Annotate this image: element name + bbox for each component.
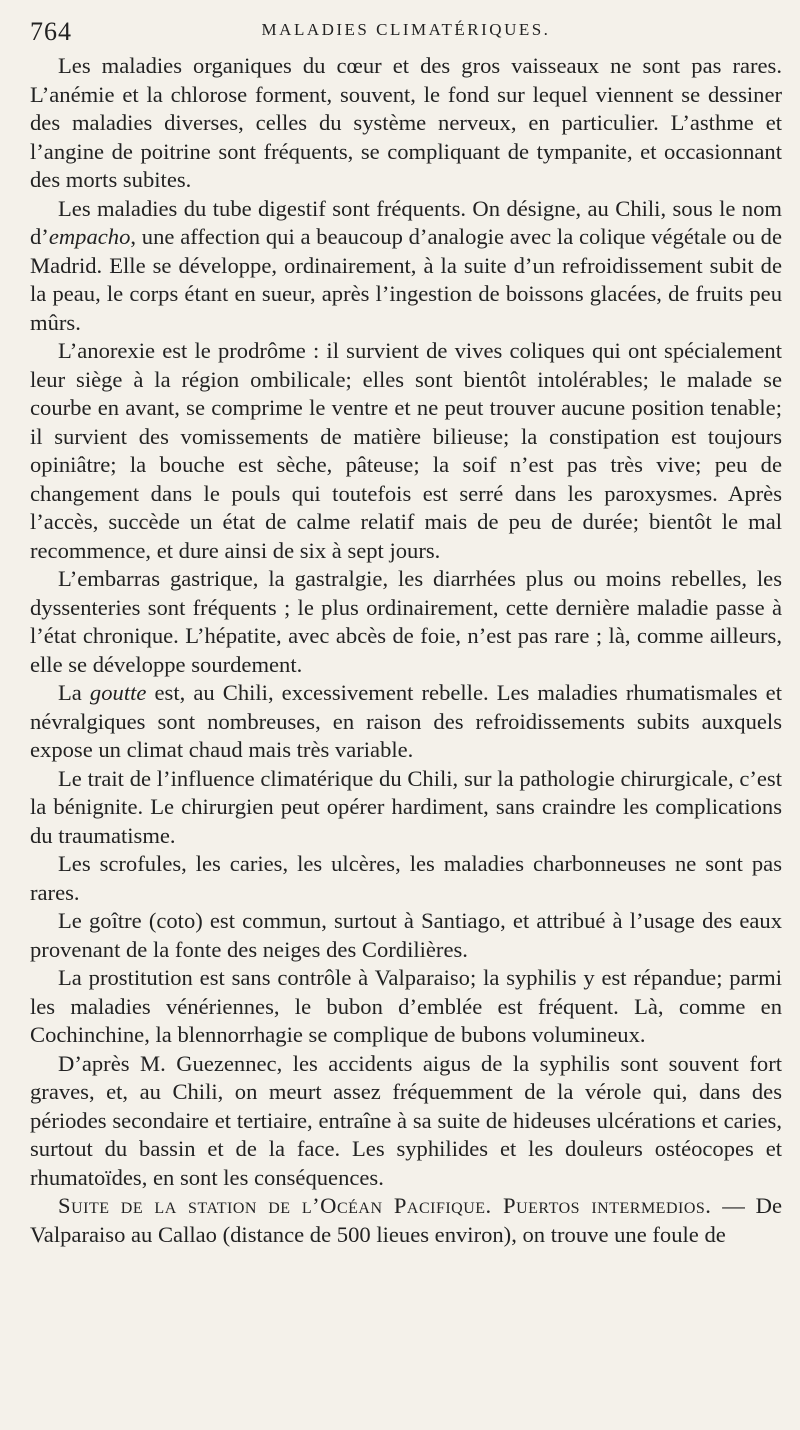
- page-number: 764: [30, 17, 72, 46]
- term-empacho: empacho: [48, 224, 131, 249]
- body-text: [30, 52, 782, 1249]
- paragraph-heart-diseases: Les maladies organiques du cœur et des gros vaisseaux ne sont pas rares. L’anémie et la chlorose forment, souvent, le fond sur lequel viennent se dessiner des maladies diverses, celles du système nerveux, en particulier. L’asthme et l’angine de poitrine sont fréquents, se compliquant de tympanite, et occasionnant des morts subites.: [30, 53, 782, 192]
- section-heading: Suite de la station de l’Océan Pacifique. Puertos intermedios.: [58, 1193, 712, 1218]
- paragraph-surgery: Le trait de l’influence climatérique du Chili, sur la pathologie chirurgicale, c’est la bénignite. Le chirurgien peut opérer hardiment, sans craindre les complications du traumatisme.: [30, 765, 782, 848]
- running-title: MALADIES CLIMATÉRIQUES.: [261, 20, 551, 39]
- paragraph-pacific-station: Suite de la station de l’Océan Pacifique. Puertos intermedios. — De Valparaiso au Callao (distance de 500 lieues environ), on trouve une foule de: [30, 1193, 782, 1247]
- paragraph-prostitution: La prostitution est sans contrôle à Valparaiso; la syphilis y est répandue; parmi les maladies vénériennes, le bubon d’emblée est fréquent. Là, comme en Cochinchine, la blennorrhagie se complique de bubons volumineux.: [30, 965, 782, 1047]
- page-header: [30, 8, 782, 48]
- paragraph-gastric: L’embarras gastrique, la gastralgie, les diarrhées plus ou moins rebelles, les dyssenteries sont fréquents ; le plus ordinairement, cette dernière maladie passe à l’état chronique. L’hépatite, avec abcès de foie, n’est pas rare ; là, comme ailleurs, elle se développe sourdement.: [30, 566, 782, 677]
- paragraph-goitre: Le goître (coto) est commun, surtout à Santiago, et attribué à l’usage des eaux provenant de la fonte des neiges des Cordilières.: [30, 908, 782, 962]
- paragraph-anorexia: L’anorexie est le prodrôme : il survient de vives coliques qui ont spécialement leur siège à la région ombilicale; elles sont bientôt intolérables; le malade se courbe en avant, se comprime le ventre et ne peut trouver aucune position tenable; il survient des vomissements de matière bilieuse; la constipation est toujours opiniâtre; la bouche est sèche, pâteuse; la soif n’est pas très vive; peu de changement dans le pouls qui toutefois est serré dans les paroxysmes. Après l’accès, succède un état de calme relatif mais de peu de durée; bientôt le mal recommence, et dure ainsi de six à sept jours.: [30, 338, 782, 563]
- paragraph-scrofula: Les scrofules, les caries, les ulcères, les maladies charbonneuses ne sont pas rares.: [30, 851, 782, 905]
- paragraph-digestive-diseases: Les maladies du tube digestif sont fréquents. On désigne, au Chili, sous le nom d’empacho, une affection qui a beaucoup d’analogie avec la colique végétale ou de Madrid. Elle se développe, ordinairement, à la suite d’un refroidissement subit de la peau, le corps étant en sueur, après l’ingestion de boissons glacées, de fruits peu mûrs.: [30, 195, 782, 335]
- book-page: [30, 8, 782, 1422]
- paragraph-syphilis: D’après M. Guezennec, les accidents aigus de la syphilis sont souvent fort graves, et, au Chili, on meurt assez fréquemment de la vérole qui, dans des périodes secondaire et tertiaire, entraîne à sa suite de hideuses ulcérations et caries, surtout du bassin et de la face. Les syphilides et les douleurs ostéocopes et rhumatoïdes, en sont les conséquences.: [30, 1050, 782, 1190]
- paragraph-gout: La goutte est, au Chili, excessivement rebelle. Les maladies rhumatismales et névralgiques sont nombreuses, en raison des refroidissements subits auxquels expose un climat chaud mais très variable.: [30, 680, 782, 762]
- term-goutte: goutte: [89, 680, 147, 705]
